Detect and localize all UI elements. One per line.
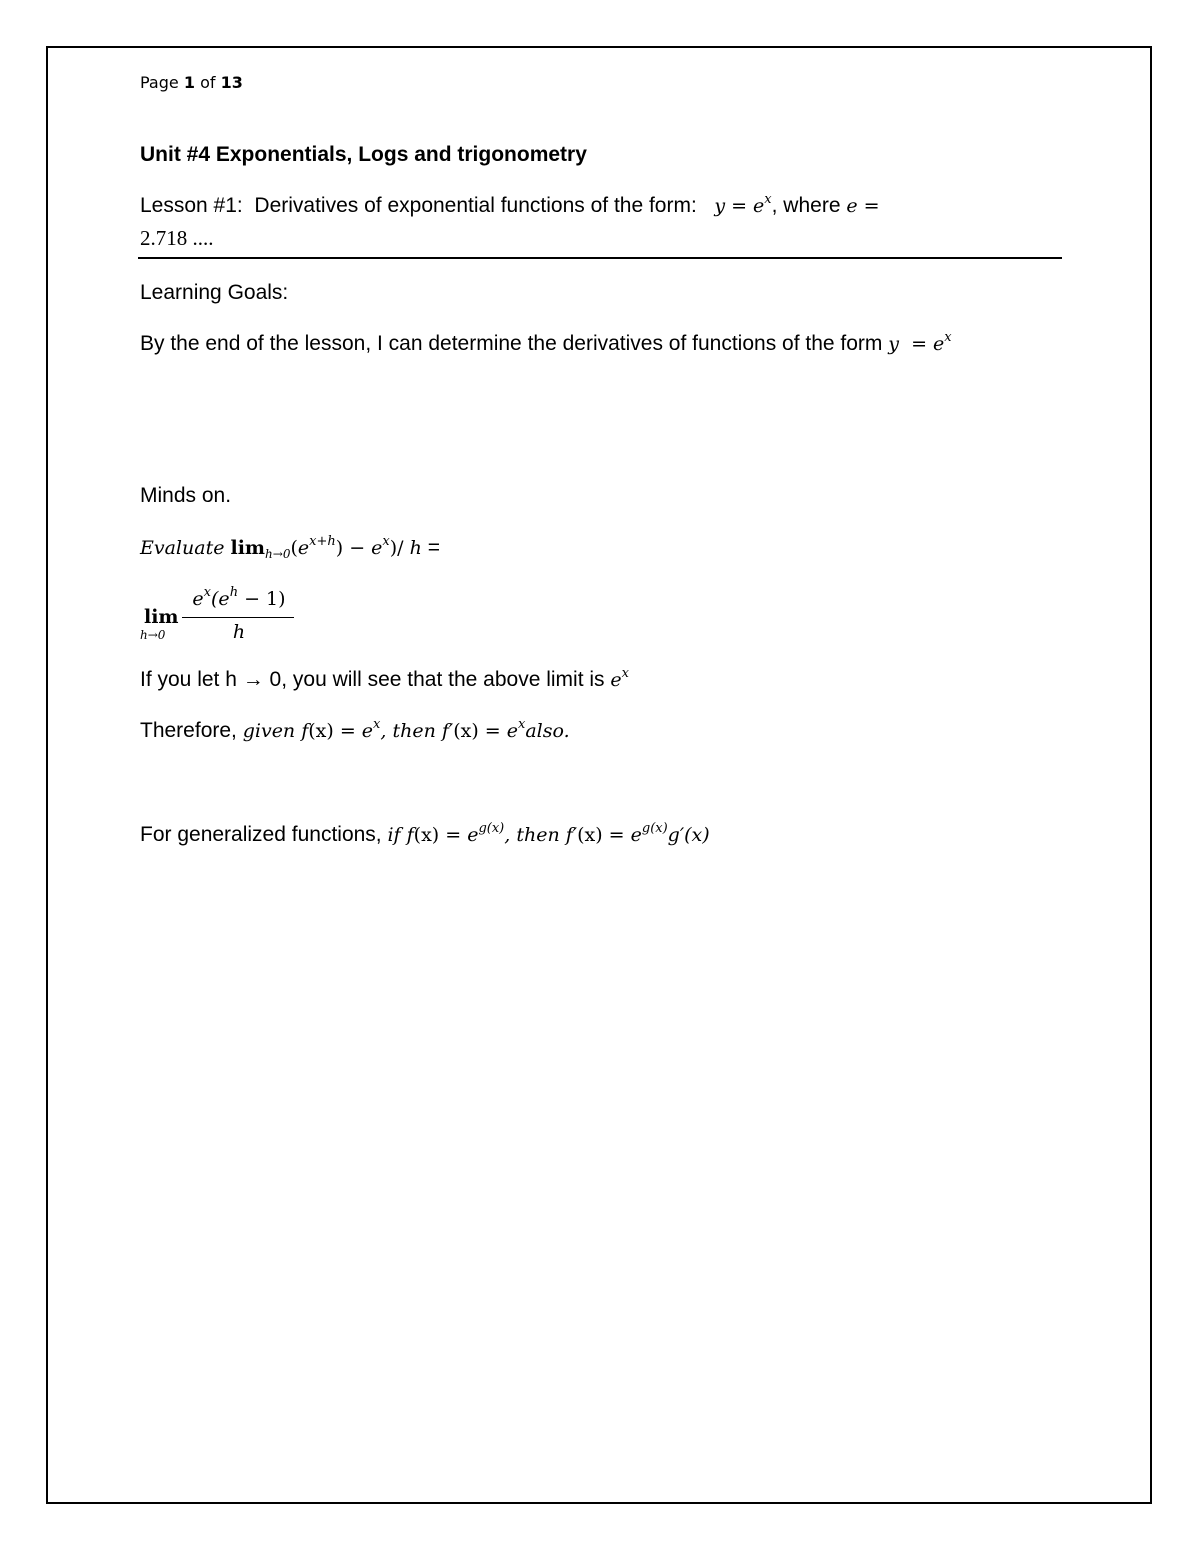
therefore-paren2: (x) = xyxy=(453,720,507,742)
page-label: Page xyxy=(140,73,179,92)
generalized-line xyxy=(140,823,710,847)
if-let-line xyxy=(140,668,629,692)
if-let-text: If you let h → 0, you will see that the above limit is xyxy=(140,668,611,691)
generalized-gprime: g′(x) xyxy=(667,824,710,846)
lesson-title xyxy=(140,194,880,218)
limit-fraction xyxy=(140,585,310,648)
evaluate-h: h xyxy=(409,537,422,559)
therefore-exp1: x xyxy=(373,717,381,732)
lesson-middle: , where xyxy=(771,194,847,217)
limit-subscript: h→0 xyxy=(140,628,166,642)
fraction-denominator: h xyxy=(232,621,246,643)
generalized-e1: e xyxy=(467,824,479,846)
therefore-e2: e xyxy=(506,720,519,742)
evaluate-tail: = xyxy=(421,536,440,559)
lesson-formula-y: y xyxy=(714,195,726,217)
goals-formula-eq: = xyxy=(898,333,934,355)
lesson-prefix: Lesson #1: Derivatives of exponential functions of the form: xyxy=(140,194,715,217)
limit-word: lim xyxy=(144,606,179,628)
title-rule xyxy=(138,257,1062,259)
page-border xyxy=(46,46,1152,1504)
therefore-also: also. xyxy=(525,720,570,742)
evaluate-lim: lim xyxy=(230,537,266,559)
evaluate-expression xyxy=(140,535,440,560)
evaluate-e2: e xyxy=(371,537,383,559)
goals-formula-y: y xyxy=(888,333,899,355)
unit-title: Unit #4 Exponentials, Logs and trigonometry xyxy=(140,143,587,166)
num-mid: (e xyxy=(211,588,230,610)
generalized-exp2: g(x) xyxy=(641,821,668,836)
therefore-given: given f xyxy=(242,720,309,742)
lesson-formula-exp: x xyxy=(764,192,772,207)
lesson-eq: = xyxy=(857,195,880,217)
goals-formula-e: e xyxy=(933,333,945,355)
evaluate-div: )/ xyxy=(389,537,410,559)
lesson-formula-eq: = xyxy=(725,195,754,217)
therefore-then: , then f′ xyxy=(380,720,454,742)
evaluate-paren-open: ( xyxy=(290,537,298,559)
generalized-if-f: if f xyxy=(387,824,414,846)
generalized-exp1: g(x) xyxy=(478,821,505,836)
evaluate-exp1: x+h xyxy=(309,534,336,549)
therefore-exp2: x xyxy=(518,717,526,732)
goals-formula-exp: x xyxy=(944,330,952,345)
therefore-line xyxy=(140,719,570,743)
fraction-bar xyxy=(182,617,294,618)
num-exp1: x xyxy=(203,585,212,600)
learning-goals-text xyxy=(140,332,952,356)
learning-goals-heading: Learning Goals: xyxy=(140,281,289,304)
num-e: e xyxy=(192,588,204,610)
generalized-e2: e xyxy=(630,824,642,846)
fraction-numerator xyxy=(184,585,294,610)
page-of: of xyxy=(200,73,216,92)
minds-on-heading: Minds on. xyxy=(140,484,232,507)
generalized-then: , then f′ xyxy=(504,824,578,846)
generalized-paren1: (x) = xyxy=(413,824,468,846)
num-end: − 1) xyxy=(238,588,286,610)
therefore-paren1: (x) = xyxy=(308,720,362,742)
evaluate-e1: e xyxy=(297,537,310,559)
evaluate-exp2: x xyxy=(382,534,390,549)
if-let-e: e xyxy=(610,669,622,691)
generalized-paren2: (x) = xyxy=(577,824,631,846)
lesson-e-value: 2.718 .... xyxy=(140,226,214,250)
therefore-e1: e xyxy=(361,720,374,742)
num-exp2: h xyxy=(229,585,239,600)
if-let-exp: x xyxy=(621,666,629,681)
evaluate-lim-sub: h→0 xyxy=(265,547,291,561)
page-current: 1 xyxy=(183,73,195,92)
generalized-text: For generalized functions, xyxy=(140,823,388,846)
lesson-formula-e: e xyxy=(753,195,765,217)
evaluate-word: Evaluate xyxy=(140,537,231,559)
page-number xyxy=(140,73,243,92)
evaluate-minus: ) − xyxy=(335,537,372,559)
lesson-e-const: e xyxy=(846,195,858,217)
page-total: 13 xyxy=(220,73,243,92)
therefore-text: Therefore, xyxy=(140,719,243,742)
learning-goals-sentence: By the end of the lesson, I can determine the derivatives of functions of the form xyxy=(140,332,889,355)
